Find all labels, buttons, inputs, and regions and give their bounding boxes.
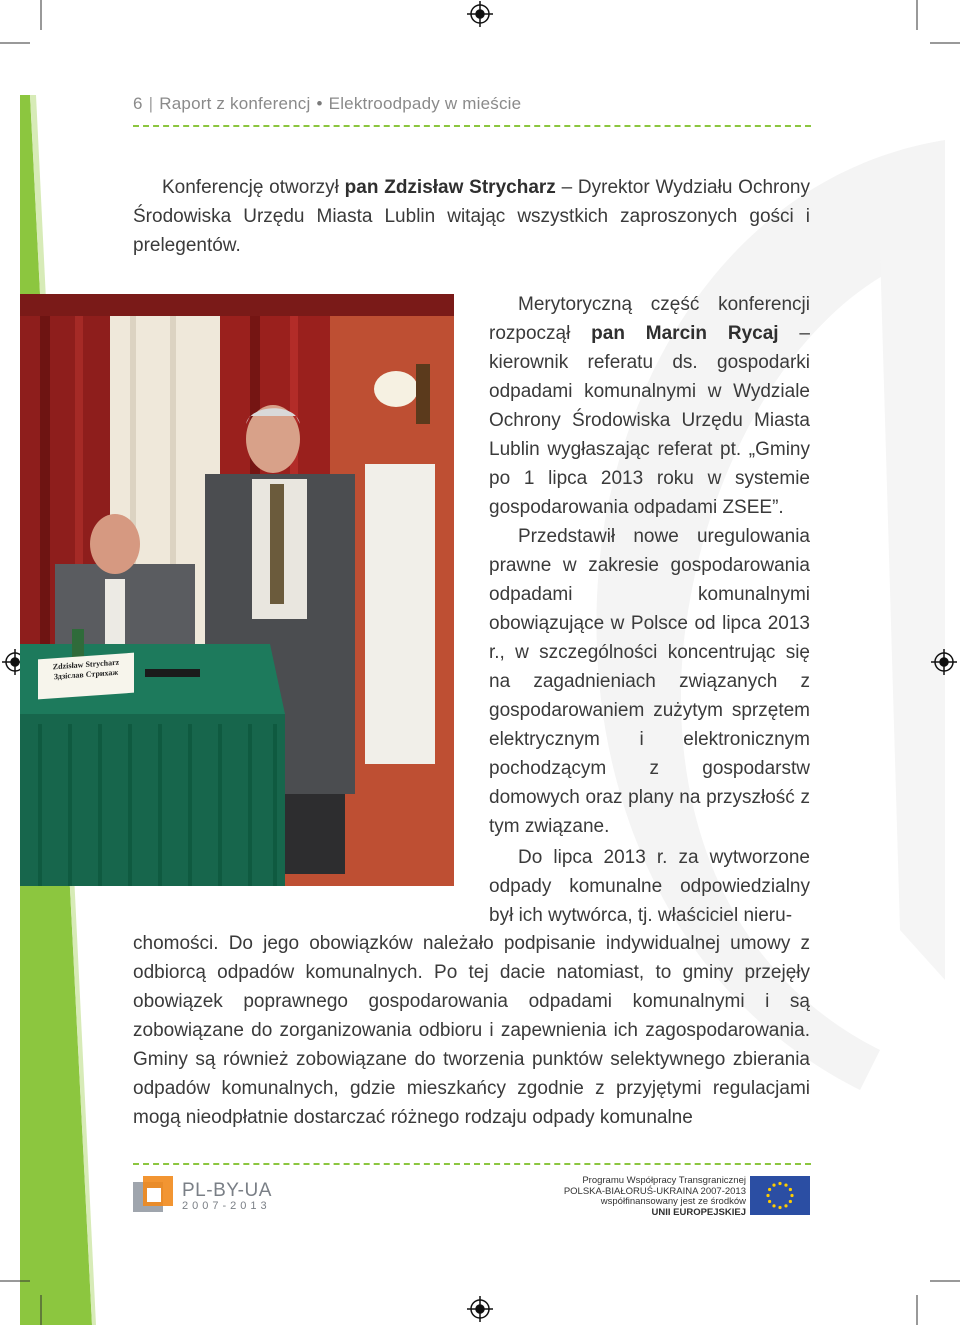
header-separator: |: [148, 94, 154, 113]
eu-star-icon: [778, 1206, 781, 1209]
running-header: [133, 94, 521, 114]
eu-star-icon: [790, 1194, 793, 1197]
full-width-paragraph: chomości. Do jego obowiązków należało podpisanie indywidualnej umowy z odbiorcą odpadów komunalnych. Po tej dacie natomiast, to gminy przejęły obowiązek poprawnego gospodarowania odpadami komunalnymi i są zobowiązane do zorganizowania odbioru i zapewnienia ich zagospodarowania. Gminy są również zobowiązane do tworzenia punktów selektywnego zbierania odpadów komunalnych, gdzie mieszkańcy zgodnie z przyjętymi regulacjami mogą nieodpłatnie dostarczać różnego rodzaju odpady komunalne: [133, 933, 810, 1128]
watermark-e-bar: [880, 250, 945, 980]
eu-line-1: Programu Współpracy Transgranicznej: [582, 1175, 746, 1186]
p4-float-text: Do lipca 2013 r. za wytworzone odpady komunalne odpowiedzialny był ich wytwórca, tj. właściciel nieru-: [489, 847, 810, 926]
page-number: 6: [133, 94, 143, 113]
eu-star-icon: [784, 1204, 787, 1207]
nameplate: [38, 653, 134, 700]
section-subtitle: Elektroodpady w mieście: [328, 94, 522, 113]
nameplate-line-2: Здзіслав Стрихаж: [53, 667, 119, 682]
intro-speaker-name: pan Zdzisław Strycharz: [344, 177, 556, 198]
p3-text: Przedstawił nowe uregulowania prawne w zakresie gospodarowania odpadami komunalnymi obowiązujące w Polsce od lipca 2013 r., w szczególności koncentrując się na zagadnieniach związanych z gospodarowaniem zużytym sprzętem elektrycznym i elektronicznym pochodzącym z gospodarstw domowych oraz plany na przyszłość z tym związane.: [489, 526, 810, 837]
eu-star-icon: [789, 1200, 792, 1203]
header-divider: [133, 125, 811, 127]
registration-mark-top-icon: [467, 1, 493, 27]
eu-line-3: współfinansowany jest ze środków: [600, 1196, 746, 1207]
section-title: Raport z konferencj: [159, 94, 311, 113]
logo-years: 2007-2013: [182, 1200, 271, 1212]
intro-text-end: – Dyrektor Wydziału Ochrony Środowiska Urzędu Miasta Lublin witając wszystkich zaproszonych gości i prelegentów.: [133, 177, 810, 256]
eu-star-icon: [768, 1200, 771, 1203]
intro-paragraph: [133, 173, 810, 260]
p2-text-end: – kierownik referatu ds. gospodarki odpadami komunalnymi w Wydziale Ochrony Środowiska Urzędu Miasta Lublin wygłaszając referat pt. „Gminy po 1 lipca 2013 roku w systemie gospodarowania odpadami ZSEE”.: [489, 323, 810, 518]
eu-star-icon: [768, 1188, 771, 1191]
eu-star-icon: [772, 1184, 775, 1187]
nameplate-line-1: Zdzisław Strycharz: [52, 657, 120, 672]
right-column-paragraph: [489, 290, 810, 841]
logo-text: PL-BY-UA: [182, 1180, 272, 1201]
eu-star-icon: [784, 1184, 787, 1187]
eu-star-icon: [766, 1194, 769, 1197]
eu-star-icon: [772, 1204, 775, 1207]
p2-text-start: Merytoryczną część konferencji rozpoczął: [489, 294, 810, 344]
registration-mark-bottom-icon: [467, 1296, 493, 1322]
pl-by-ua-logo-icon: [133, 1176, 173, 1216]
eu-line-4: [564, 1208, 746, 1219]
p2-speaker-name: pan Marcin Rycaj: [591, 323, 779, 344]
intro-text-start: Konferencję otworzył: [162, 177, 345, 198]
eu-star-icon: [789, 1188, 792, 1191]
eu-line-2: POLSKA-BIAŁORUŚ-UKRAINA 2007-2013: [563, 1185, 746, 1197]
conference-photo: [20, 294, 454, 886]
footer-divider: [133, 1163, 811, 1165]
eu-funding-note: [564, 1176, 746, 1218]
float-paragraph: [489, 843, 810, 930]
eu-star-icon: [778, 1182, 781, 1185]
eu-flag-icon: [750, 1176, 810, 1215]
eu-line-4-bold: UNII EUROPEJSKIEJ: [651, 1206, 746, 1218]
header-bullet: •: [316, 94, 323, 113]
